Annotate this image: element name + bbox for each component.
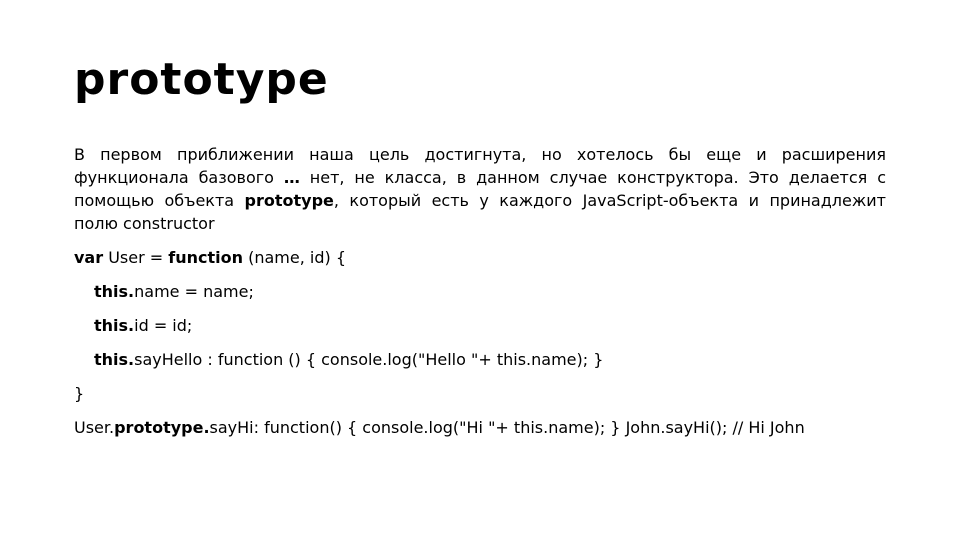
code-line-4 <box>74 348 886 382</box>
code-keyword-this: this. <box>94 350 135 369</box>
code-text: sayHello : function () { console.log("Hello "+ this.name); } <box>134 350 604 369</box>
code-text: User = <box>103 248 169 267</box>
intro-paragraph <box>74 143 886 235</box>
code-line-6 <box>74 416 886 450</box>
paragraph-text-2: нет, не класса, в данном случае конструктора. Это делается с помощью объекта <box>74 168 886 210</box>
prototype-keyword: prototype <box>244 191 334 210</box>
code-text: id = id; <box>134 316 193 335</box>
code-keyword-this: this. <box>94 316 135 335</box>
paragraph-text-3: , который есть у каждого JavaScript-объекта и принадлежит полю constructor <box>74 191 887 233</box>
code-text: User. <box>74 418 115 437</box>
code-text: sayHi: function() { console.log("Hi "+ this.name); } John.sayHi(); // Hi John <box>209 418 805 437</box>
code-line-2 <box>74 280 886 314</box>
code-text: (name, id) { <box>243 248 346 267</box>
code-keyword-prototype: prototype. <box>114 418 210 437</box>
code-line-3 <box>74 314 886 348</box>
code-keyword-var: var <box>74 248 104 267</box>
code-text: } <box>74 384 85 403</box>
code-keyword-function: function <box>168 248 244 267</box>
paragraph-ellipsis: … <box>283 168 300 187</box>
code-keyword-this: this. <box>94 282 135 301</box>
code-line-1 <box>74 246 886 280</box>
paragraph-text-1: В первом приближении наша цель достигнута, но хотелось бы еще и расширения функционала базового <box>74 145 886 187</box>
slide-title: prototype <box>74 54 329 105</box>
slide-body <box>74 143 886 450</box>
code-text: name = name; <box>134 282 254 301</box>
code-line-5 <box>74 382 886 416</box>
